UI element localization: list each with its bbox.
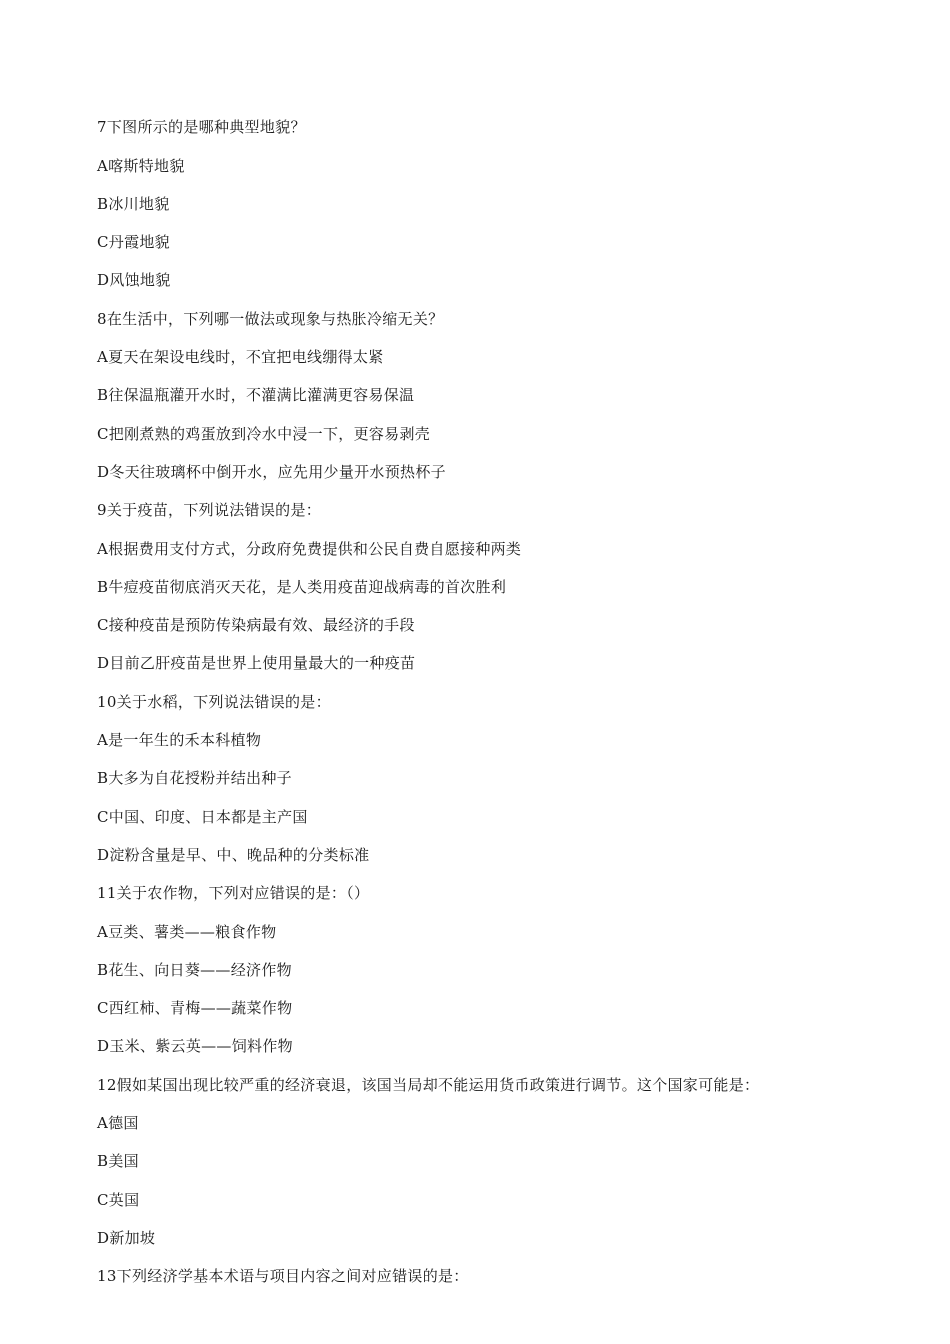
- answer-option: D淀粉含量是早、中、晚品种的分类标准: [97, 846, 370, 864]
- question-stem: 13下列经济学基本术语与项目内容之间对应错误的是：: [97, 1267, 469, 1285]
- answer-option: C接种疫苗是预防传染病最有效、最经济的手段: [97, 616, 415, 634]
- answer-option: A豆类、薯类——粮食作物: [97, 923, 277, 941]
- question-stem: 7下图所示的是哪种典型地貌？: [97, 118, 306, 136]
- answer-option: B大多为自花授粉并结出种子: [97, 769, 292, 787]
- answer-option: C英国: [97, 1191, 140, 1209]
- answer-option: C把刚煮熟的鸡蛋放到冷水中浸一下，更容易剥壳: [97, 425, 431, 443]
- answer-option: D玉米、紫云英——饲料作物: [97, 1037, 293, 1055]
- answer-option: B冰川地貌: [97, 195, 170, 213]
- answer-option: A是一年生的禾本科植物: [97, 731, 262, 749]
- answer-option: C西红柿、青梅——蔬菜作物: [97, 999, 293, 1017]
- question-stem: 8在生活中，下列哪一做法或现象与热胀冷缩无关？: [97, 310, 444, 328]
- answer-option: A夏天在架设电线时，不宜把电线绷得太紧: [97, 348, 384, 366]
- answer-option: A根据费用支付方式，分政府免费提供和公民自费自愿接种两类: [97, 540, 522, 558]
- question-stem: 10关于水稻，下列说法错误的是：: [97, 693, 331, 711]
- answer-option: B牛痘疫苗彻底消灭天花，是人类用疫苗迎战病毒的首次胜利: [97, 578, 507, 596]
- answer-option: D风蚀地貌: [97, 271, 171, 289]
- answer-option: D目前乙肝疫苗是世界上使用量最大的一种疫苗: [97, 654, 416, 672]
- answer-option: C丹霞地貌: [97, 233, 170, 251]
- answer-option: D冬天往玻璃杯中倒开水，应先用少量开水预热杯子: [97, 463, 446, 481]
- question-stem: 12假如某国出现比较严重的经济衰退，该国当局却不能运用货币政策进行调节。这个国家可能是：: [97, 1076, 760, 1094]
- answer-option: B往保温瓶灌开水时，不灌满比灌满更容易保温: [97, 386, 415, 404]
- answer-option: D新加坡: [97, 1229, 156, 1247]
- question-stem: 11关于农作物，下列对应错误的是：（）: [97, 884, 370, 902]
- answer-option: A德国: [97, 1114, 139, 1132]
- answer-option: B花生、向日葵——经济作物: [97, 961, 292, 979]
- answer-option: C中国、印度、日本都是主产国: [97, 808, 308, 826]
- answer-option: B美国: [97, 1152, 139, 1170]
- question-stem: 9关于疫苗，下列说法错误的是：: [97, 501, 322, 519]
- answer-option: A喀斯特地貌: [97, 157, 185, 175]
